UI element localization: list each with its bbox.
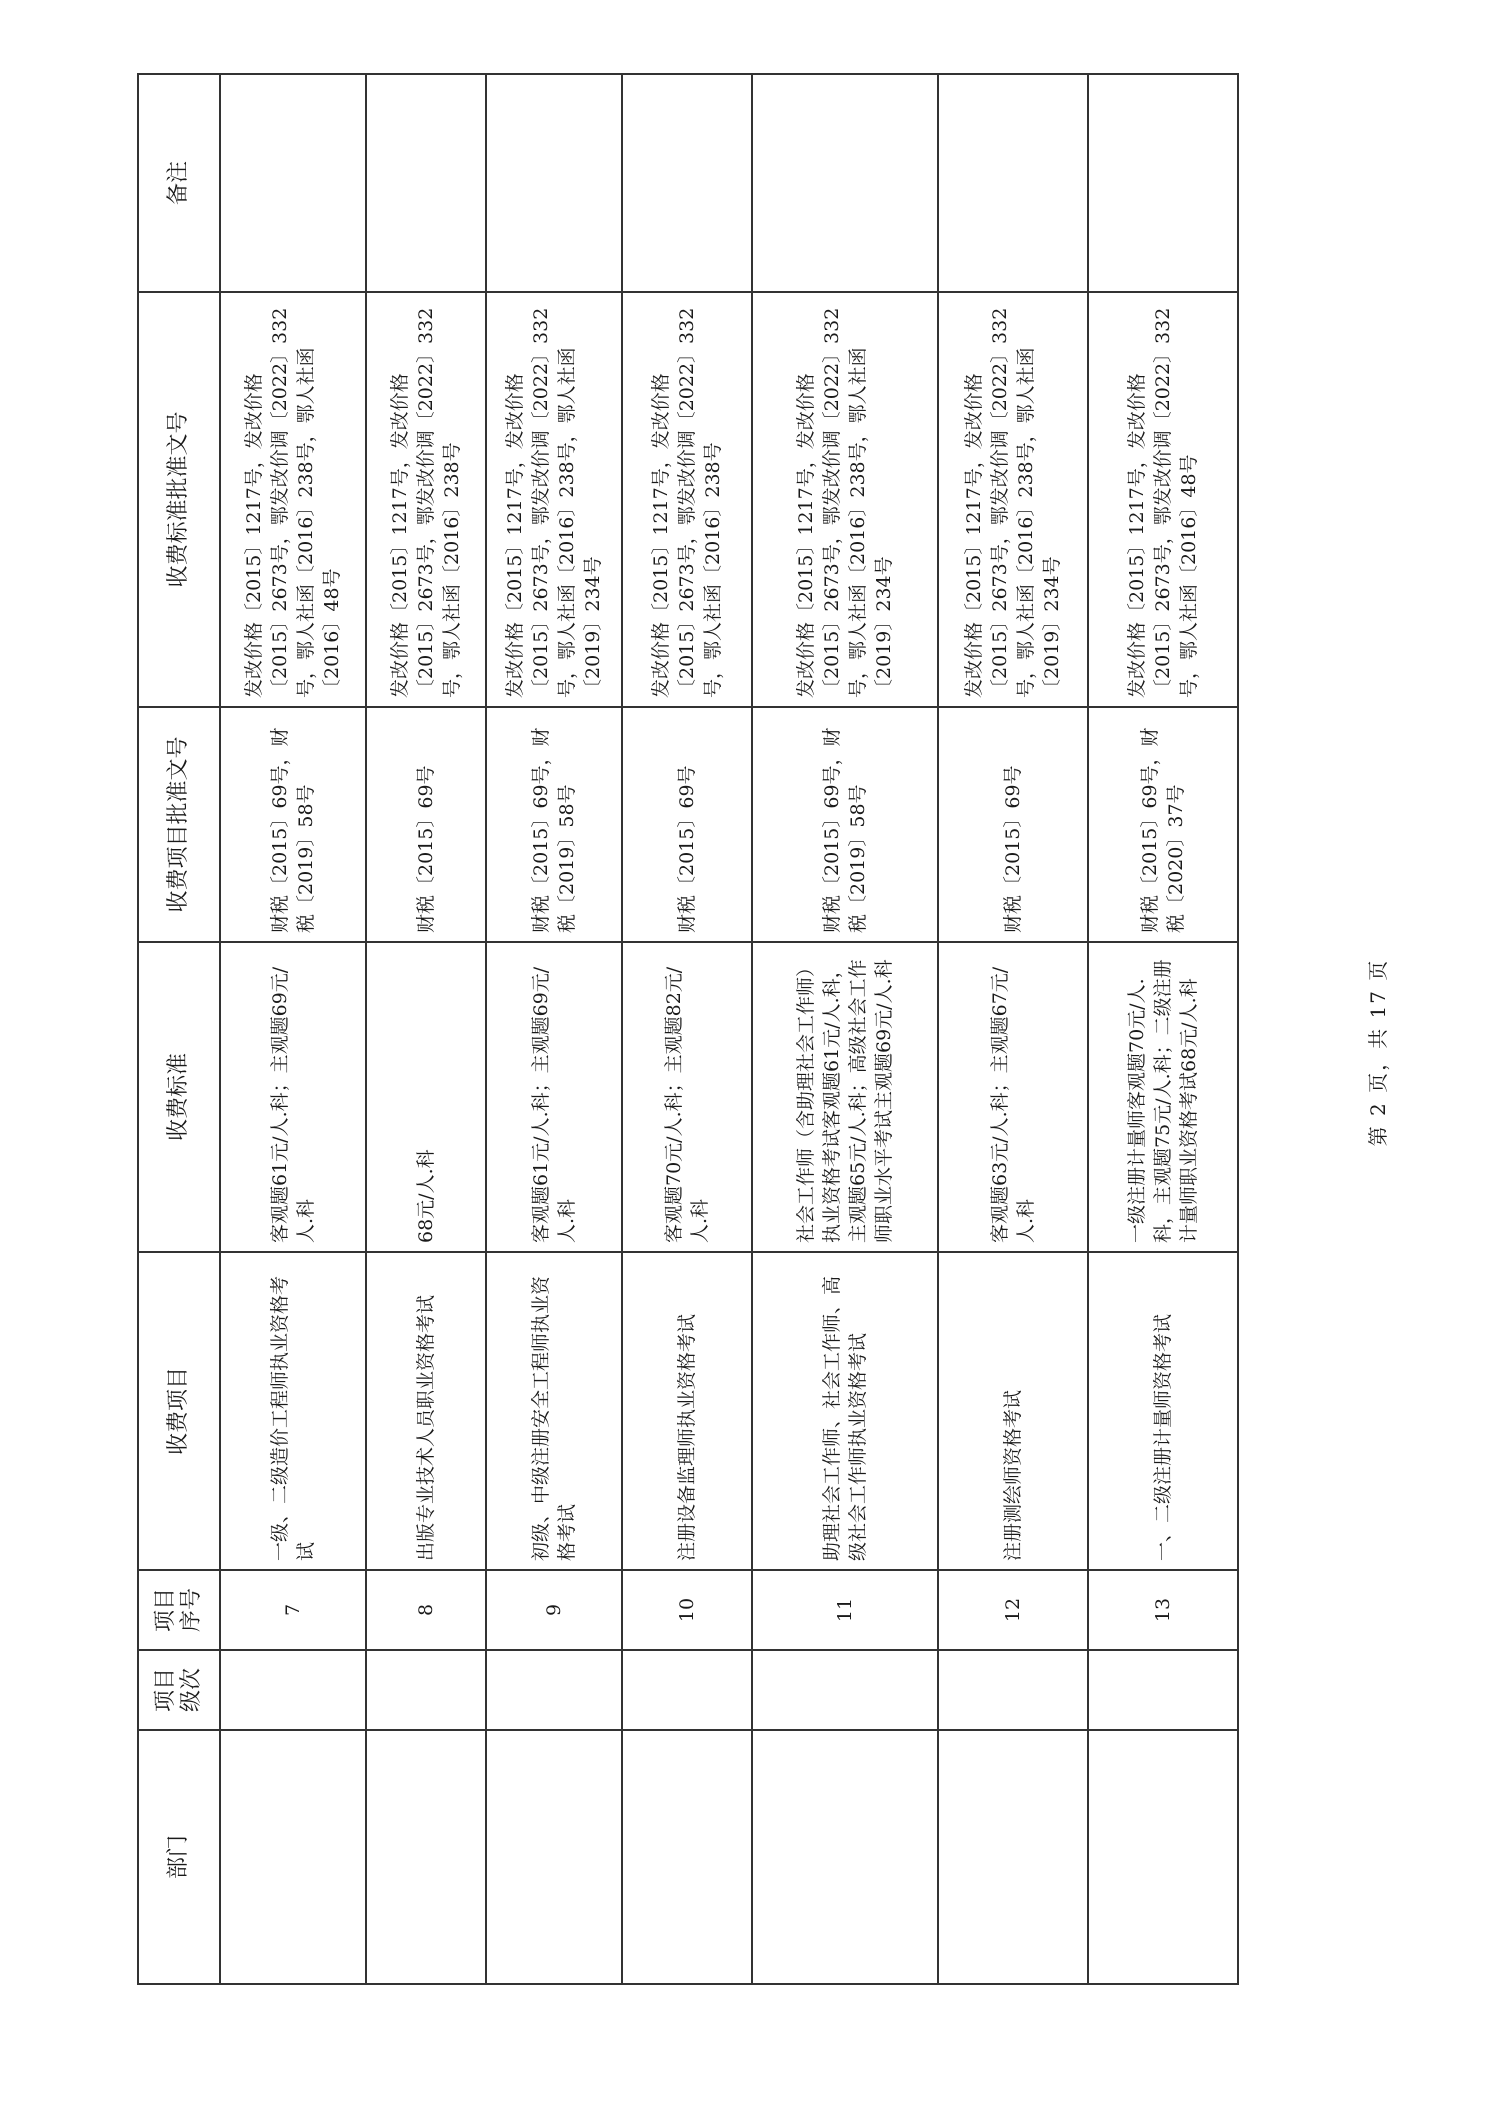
cell-item: 一级、二级造价工程师执业资格考试 [220,1252,366,1570]
cell-standard-doc: 发改价格〔2015〕1217号，发改价格〔2015〕2673号，鄂发改价调〔2022〕332号，鄂人社函〔2016〕238号，鄂人社函〔2016〕48号 [220,292,366,707]
cell-standard-doc: 发改价格〔2015〕1217号，发改价格〔2015〕2673号，鄂发改价调〔2022〕332号，鄂人社函〔2016〕238号 [622,292,752,707]
cell-item-doc: 财税〔2015〕69号 [622,707,752,942]
cell-standard-doc: 发改价格〔2015〕1217号，发改价格〔2015〕2673号，鄂发改价调〔2022〕332号，鄂人社函〔2016〕238号，鄂人社函〔2019〕234号 [938,292,1088,707]
cell-seq: 12 [938,1570,1088,1650]
cell-remark [220,74,366,292]
cell-item-doc: 财税〔2015〕69号，财税〔2019〕58号 [752,707,938,942]
cell-department [486,1730,622,1984]
cell-level [220,1650,366,1730]
cell-standard-doc: 发改价格〔2015〕1217号，发改价格〔2015〕2673号，鄂发改价调〔2022〕332号，鄂人社函〔2016〕238号，鄂人社函〔2019〕234号 [486,292,622,707]
header-seq: 项目序号 [138,1570,220,1650]
header-item: 收费项目 [138,1252,220,1570]
cell-standard: 客观题70元/人.科；主观题82元/人.科 [622,942,752,1252]
cell-seq: 9 [486,1570,622,1650]
cell-item-doc: 财税〔2015〕69号，财税〔2020〕37号 [1088,707,1238,942]
fee-standard-table [137,73,1239,1985]
cell-standard: 客观题63元/人.科；主观题67元/人.科 [938,942,1088,1252]
cell-department [622,1730,752,1984]
cell-standard: 客观题61元/人.科；主观题69元/人.科 [220,942,366,1252]
cell-remark [366,74,486,292]
table-row [622,74,752,1984]
cell-item: 一、二级注册计量师资格考试 [1088,1252,1238,1570]
page-number: 第 2 页，共 17 页 [1366,958,1390,1147]
cell-level [366,1650,486,1730]
cell-item-doc: 财税〔2015〕69号，财税〔2019〕58号 [220,707,366,942]
cell-level [752,1650,938,1730]
cell-seq: 11 [752,1570,938,1650]
cell-level [486,1650,622,1730]
cell-standard: 客观题61元/人.科；主观题69元/人.科 [486,942,622,1252]
cell-remark [622,74,752,292]
cell-remark [938,74,1088,292]
cell-standard: 社会工作师（含助理社会工作师）执业资格考试客观题61元/人.科，主观题65元/人.科；高级社会工作师职业水平考试主观题69元/人.科 [752,942,938,1252]
cell-seq: 8 [366,1570,486,1650]
cell-seq: 7 [220,1570,366,1650]
cell-seq: 10 [622,1570,752,1650]
cell-item: 注册设备监理师执业资格考试 [622,1252,752,1570]
cell-level [622,1650,752,1730]
cell-department [220,1730,366,1984]
cell-level [938,1650,1088,1730]
cell-remark [486,74,622,292]
cell-standard: 一级注册计量师客观题70元/人.科，主观题75元/人.科；二级注册计量师职业资格考试68元/人.科 [1088,942,1238,1252]
header-remark: 备注 [138,74,220,292]
cell-item-doc: 财税〔2015〕69号 [938,707,1088,942]
table-row [1088,74,1238,1984]
header-level: 项目级次 [138,1650,220,1730]
cell-standard-doc: 发改价格〔2015〕1217号，发改价格〔2015〕2673号，鄂发改价调〔2022〕332号，鄂人社函〔2016〕48号 [1088,292,1238,707]
header-item-doc: 收费项目批准文号 [138,707,220,942]
cell-item-doc: 财税〔2015〕69号 [366,707,486,942]
table-row [938,74,1088,1984]
table-row [486,74,622,1984]
table-row [220,74,366,1984]
cell-standard-doc: 发改价格〔2015〕1217号，发改价格〔2015〕2673号，鄂发改价调〔2022〕332号，鄂人社函〔2016〕238号 [366,292,486,707]
cell-item-doc: 财税〔2015〕69号，财税〔2019〕58号 [486,707,622,942]
table-row [752,74,938,1984]
table-header-row [138,74,220,1984]
header-department: 部门 [138,1730,220,1984]
cell-level [1088,1650,1238,1730]
cell-seq: 13 [1088,1570,1238,1650]
cell-item: 出版专业技术人员职业资格考试 [366,1252,486,1570]
cell-item: 注册测绘师资格考试 [938,1252,1088,1570]
cell-department [366,1730,486,1984]
cell-item: 助理社会工作师、社会工作师、高级社会工作师执业资格考试 [752,1252,938,1570]
table-row [366,74,486,1984]
cell-remark [752,74,938,292]
header-standard: 收费标准 [138,942,220,1252]
cell-item: 初级、中级注册安全工程师执业资格考试 [486,1252,622,1570]
cell-standard: 68元/人.科 [366,942,486,1252]
cell-remark [1088,74,1238,292]
cell-department [1088,1730,1238,1984]
cell-department [752,1730,938,1984]
header-standard-doc: 收费标准批准文号 [138,292,220,707]
cell-standard-doc: 发改价格〔2015〕1217号，发改价格〔2015〕2673号，鄂发改价调〔2022〕332号，鄂人社函〔2016〕238号，鄂人社函〔2019〕234号 [752,292,938,707]
cell-department [938,1730,1088,1984]
